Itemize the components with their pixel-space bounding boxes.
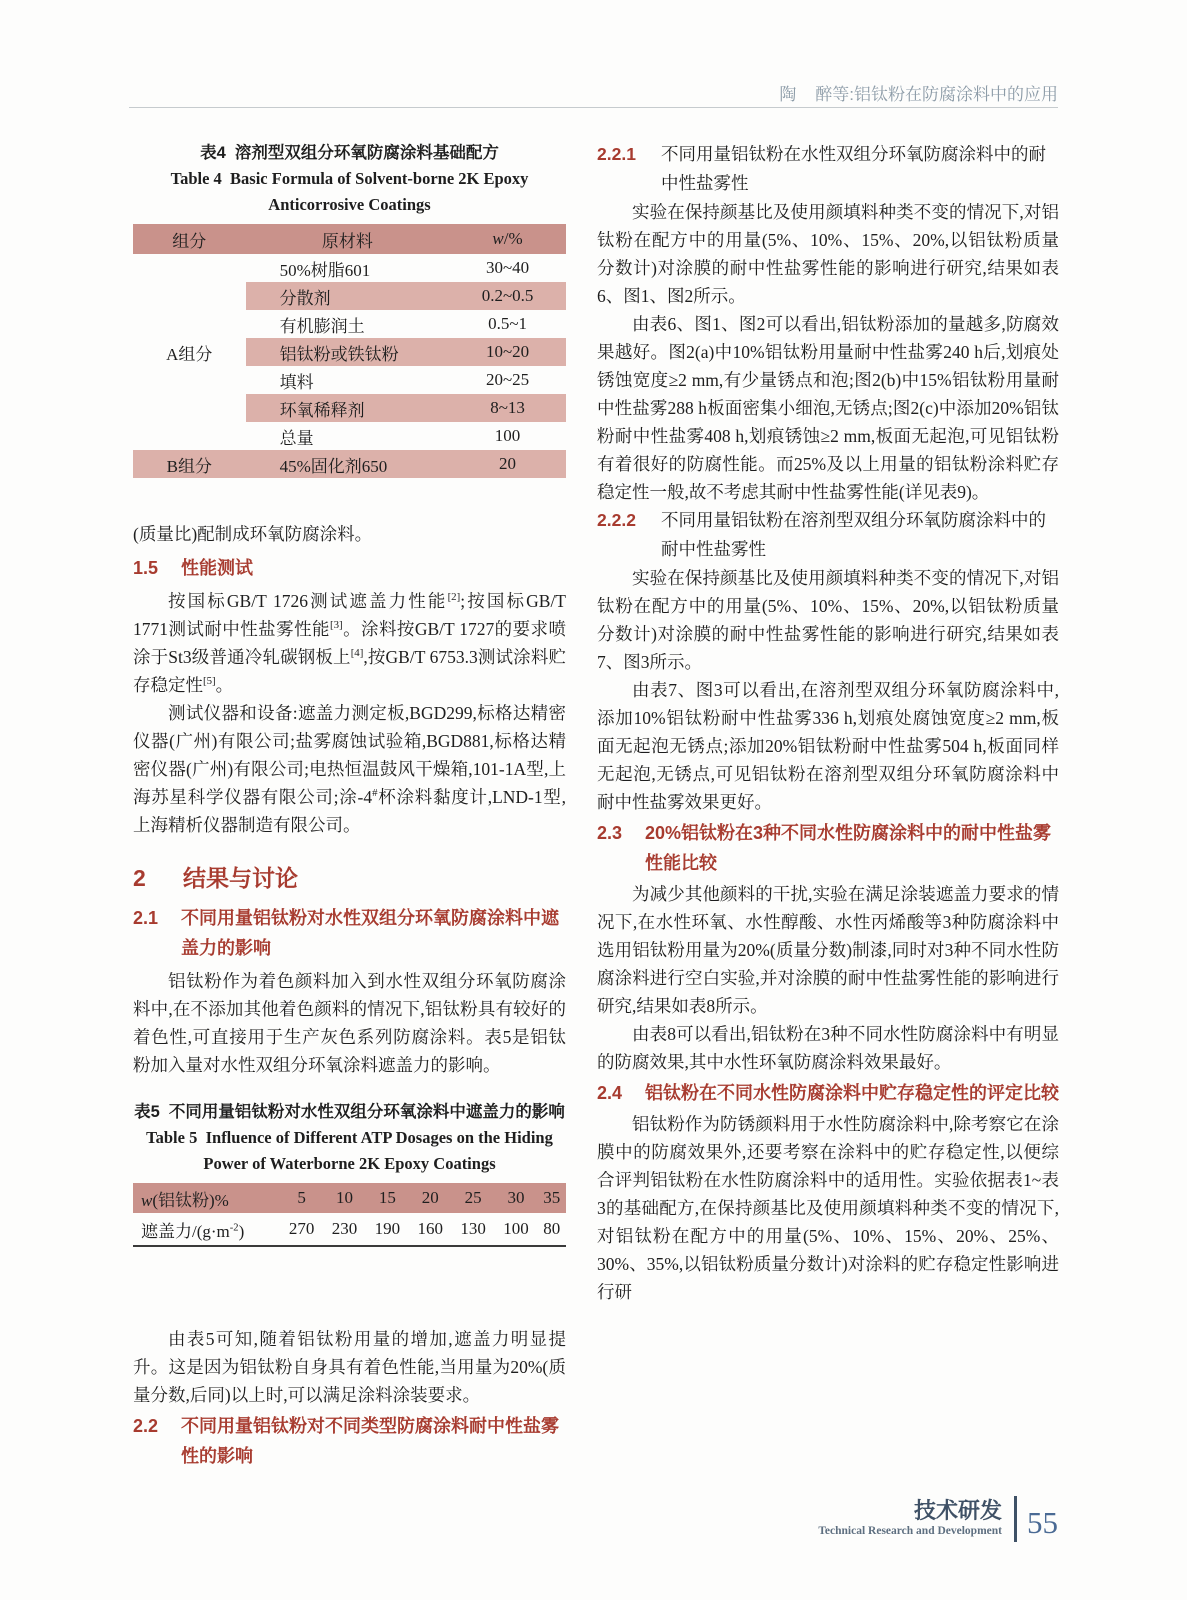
heading-title: 不同用量铝钛粉对不同类型防腐涂料耐中性盐雾性的影响 xyxy=(181,1416,559,1466)
heading-2-2-2 xyxy=(597,506,1059,564)
table5-hiding-power-label: 遮盖力$/(g\cdot m^{-2})$ xyxy=(133,1213,280,1246)
heading-2-2-1 xyxy=(597,140,1059,198)
heading-2-1 xyxy=(133,903,566,963)
table-cell: 50%树脂601 xyxy=(279,260,371,280)
header-rule xyxy=(129,107,1058,108)
table-cell: 20 xyxy=(409,1183,452,1213)
heading-title: 结果与讨论 xyxy=(183,865,298,891)
running-header: 陶 醉等:铝钛粉在防腐涂料中的应用 xyxy=(779,85,1058,104)
paragraph-2-3-b: 由表8可以看出,铝钛粉在3种不同水性防腐涂料中有明显的防腐效果,其中水性环氧防腐涂料效果最好。 xyxy=(597,1024,1059,1072)
heading-number: 2.2.2 xyxy=(597,510,636,530)
heading-number: 2 xyxy=(133,865,146,891)
paragraph-2-2-2-a: 实验在保持颜基比及使用颜填料种类不变的情况下,对铝钛粉在配方中的用量(5%、10%、15%、20%,以铝钛粉质量分数计)对涂膜的耐中性盐雾性能的影响进行研究,结果如表7、图3所示。 xyxy=(597,568,1059,672)
footer-section-zh: 技术研发 xyxy=(913,1498,1002,1523)
table4-caption-zh: 表4 溶剂型双组分环氧防腐涂料基础配方 xyxy=(200,144,499,162)
right-column xyxy=(597,140,1059,1306)
table-cell: 30 xyxy=(495,1183,538,1213)
table-cell: 160 xyxy=(409,1213,452,1246)
table-cell: 20 xyxy=(449,450,566,478)
table-cell: 100 xyxy=(494,426,521,445)
table-cell: 10 xyxy=(323,1183,366,1213)
heading-title: 不同用量铝钛粉对水性双组分环氧防腐涂料中遮盖力的影响 xyxy=(181,908,559,958)
table4-header-w: w/% xyxy=(449,224,566,254)
table4-header-component: 组分 xyxy=(133,224,246,254)
page-footer xyxy=(818,1492,1058,1546)
paragraph-2-3-a: 为减少其他颜料的干扰,实验在满足涂装遮盖力要求的情况下,在水性环氧、水性醇酸、水性丙烯酸等3种防腐涂料中选用铝钛粉用量为20%(质量分数)制漆,同时对3种不同水性防腐涂料进行空白实验,并对涂膜的耐中性盐雾性能的影响进行研究,结果如表8所示。 xyxy=(597,884,1059,1016)
table-cell: 130 xyxy=(452,1213,495,1246)
heading-title: 不同用量铝钛粉在水性双组分环氧防腐涂料中的耐中性盐雾性 xyxy=(661,144,1046,193)
table-cell: 5 xyxy=(280,1183,323,1213)
table4-caption-en-line2: Anticorrosive Coatings xyxy=(268,195,431,214)
heading-title: 20%铝钛粉在3种不同水性防腐涂料中的耐中性盐雾性能比较 xyxy=(645,823,1052,873)
table5-caption-en: Table 5 Influence of Different ATP Dosages on the Hiding Power of Waterborne 2K Epoxy Coatings xyxy=(146,1128,557,1173)
heading-title: 不同用量铝钛粉在溶剂型双组分环氧防腐涂料中的耐中性盐雾性 xyxy=(661,510,1046,559)
heading-2-2 xyxy=(133,1411,566,1471)
table-cell: 环氧稀释剂 xyxy=(246,394,450,422)
footer-section-en: Technical Research and Development xyxy=(818,1525,1002,1537)
table5-dosage-label: w(铝钛粉)% xyxy=(133,1183,280,1213)
paragraph-2-4: 铝钛粉作为防锈颜料用于水性防腐涂料中,除考察它在涂膜中的防腐效果外,还要考察在涂料中的贮存稳定性,以便综合评判铝钛粉在水性防腐涂料中的适用性。实验依据表1~表3的基础配方,在保持颜基比及使用颜填料种类不变的情况下,对铝钛粉在配方中的用量(5%、10%、15%、20%、25%、30%、35%,以铝钛粉质量分数计)对涂料的贮存稳定性影响进行研 xyxy=(597,1114,1059,1302)
heading-section-2 xyxy=(133,861,566,895)
table-cell: 10~20 xyxy=(449,338,566,366)
heading-number: 2.2 xyxy=(133,1416,159,1436)
footer-section xyxy=(818,1499,1002,1539)
table5-caption xyxy=(133,1099,566,1177)
table-cell: 230 xyxy=(323,1213,366,1246)
table-cell: 30~40 xyxy=(485,258,530,277)
table-cell: 填料 xyxy=(279,372,314,392)
table-cell: 45%固化剂650 xyxy=(246,450,450,478)
paragraph-2-2-1-a: 实验在保持颜基比及使用颜填料种类不变的情况下,对铝钛粉在配方中的用量(5%、10%、15%、20%,以铝钛粉质量分数计)对涂膜的耐中性盐雾性能的影响进行研究,结果如表6、图1、图2所示。 xyxy=(597,202,1059,306)
heading-number: 2.3 xyxy=(597,823,623,843)
table4-caption xyxy=(133,140,566,218)
table-cell: 8~13 xyxy=(449,394,566,422)
table-cell: 35 xyxy=(537,1183,566,1213)
heading-number: 2.4 xyxy=(597,1083,623,1103)
paragraph-instruments: 测试仪器和设备:遮盖力测定板,BGD299,标格达精密仪器(广州)有限公司;盐雾腐蚀试验箱,BGD881,标格达精密仪器(广州)有限公司;电热恒温鼓风干燥箱,101-1A型,上海苏星科学仪器有限公司;涂-4#杯涂料黏度计,LND-1型,上海精析仪器制造有限公司。 xyxy=(133,703,566,835)
heading-title: 性能测试 xyxy=(181,558,253,578)
table4-header-material: 原材料 xyxy=(246,224,450,254)
table5-caption-zh: 表5 不同用量铝钛粉对水性双组分环氧涂料中遮盖力的影响 xyxy=(134,1103,565,1121)
paragraph-2-1: 铝钛粉作为着色颜料加入到水性双组分环氧防腐涂料中,在不添加其他着色颜料的情况下,铝钛粉具有较好的着色性,可直接用于生产灰色系列防腐涂料。表5是铝钛粉加入量对水性双组分环氧涂料遮盖力的影响。 xyxy=(133,971,566,1075)
table-cell: 15 xyxy=(366,1183,409,1213)
table-cell: 80 xyxy=(537,1213,566,1246)
paragraph-carryover: (质量比)配制成环氧防腐涂料。 xyxy=(133,524,373,544)
table-cell: 270 xyxy=(280,1213,323,1246)
table4-caption-en-line1: Table 4 Basic Formula of Solvent-borne 2K Epoxy xyxy=(170,169,529,188)
paragraph-2-2-2-b: 由表7、图3可以看出,在溶剂型双组分环氧防腐涂料中,添加10%铝钛粉耐中性盐雾336 h,划痕处腐蚀宽度≥2 mm,板面无起泡无锈点;添加20%铝钛粉耐中性盐雾504 h,板面同样无起泡,无锈点,可见铝钛粉在溶剂型双组分环氧防腐涂料中耐中性盐雾效果更好。 xyxy=(597,680,1059,812)
table5-value-row xyxy=(133,1213,566,1246)
heading-number: 2.2.1 xyxy=(597,144,636,164)
table-cell: 100 xyxy=(495,1213,538,1246)
table-cell: 总量 xyxy=(279,428,314,448)
left-column xyxy=(133,140,566,1471)
table4 xyxy=(133,224,566,478)
heading-2-3 xyxy=(597,818,1059,878)
table-cell: 分散剂 xyxy=(246,282,450,310)
table-cell: 有机膨润土 xyxy=(279,316,365,336)
table5 xyxy=(133,1183,566,1247)
heading-2-4 xyxy=(597,1078,1059,1108)
table4-header-row xyxy=(133,224,566,254)
heading-number: 1.5 xyxy=(133,558,159,578)
table-row xyxy=(133,450,566,478)
heading-1-5 xyxy=(133,553,566,583)
table-cell: 20~25 xyxy=(485,370,530,389)
heading-number: 2.1 xyxy=(133,908,159,928)
table-cell: 0.5~1 xyxy=(488,314,528,333)
paragraph-table5-discussion: 由表5可知,随着铝钛粉用量的增加,遮盖力明显提升。这是因为铝钛粉自身具有着色性能,当用量为20%(质量分数,后同)以上时,可以满足涂料涂装要求。 xyxy=(133,1329,566,1405)
paragraph-2-2-1-b: 由表6、图1、图2可以看出,铝钛粉添加的量越多,防腐效果越好。图2(a)中10%铝钛粉用量耐中性盐雾240 h后,划痕处锈蚀宽度≥2 mm,有少量锈点和泡;图2(b)中15%铝钛粉用量耐中性盐雾288 h板面密集小细泡,无锈点;图2(c)中添加20%铝钛粉耐中性盐雾408 h,划痕锈蚀≥2 mm,板面无起泡,可见铝钛粉有着很好的防腐性能。而25%及以上用量的铝钛粉涂料贮存稳定性一般,故不考虑其耐中性盐雾性能(详见表9)。 xyxy=(597,314,1059,502)
table4-group-b-label: B组分 xyxy=(133,450,246,478)
table4-group-a-label: A组分 xyxy=(166,344,213,364)
paragraph-test-methods: 按国标GB/T 1726测试遮盖力性能[2];按国标GB/T 1771测试耐中性盐雾性能[3]。涂料按GB/T 1727的要求喷涂于St3级普通冷轧碳钢板上[4],按GB/T 6753.3测试涂料贮存稳定性[5]。 xyxy=(133,591,567,695)
table-row xyxy=(133,254,566,282)
heading-title: 铝钛粉在不同水性防腐涂料中贮存稳定性的评定比较 xyxy=(645,1083,1059,1103)
table-cell: 0.2~0.5 xyxy=(449,282,566,310)
page-number: 55 xyxy=(1027,1505,1058,1540)
footer-divider xyxy=(1014,1496,1017,1542)
table-cell: 190 xyxy=(366,1213,409,1246)
table5-header-row xyxy=(133,1183,566,1213)
table-cell: 铝钛粉或铁钛粉 xyxy=(246,338,450,366)
table-cell: 25 xyxy=(452,1183,495,1213)
